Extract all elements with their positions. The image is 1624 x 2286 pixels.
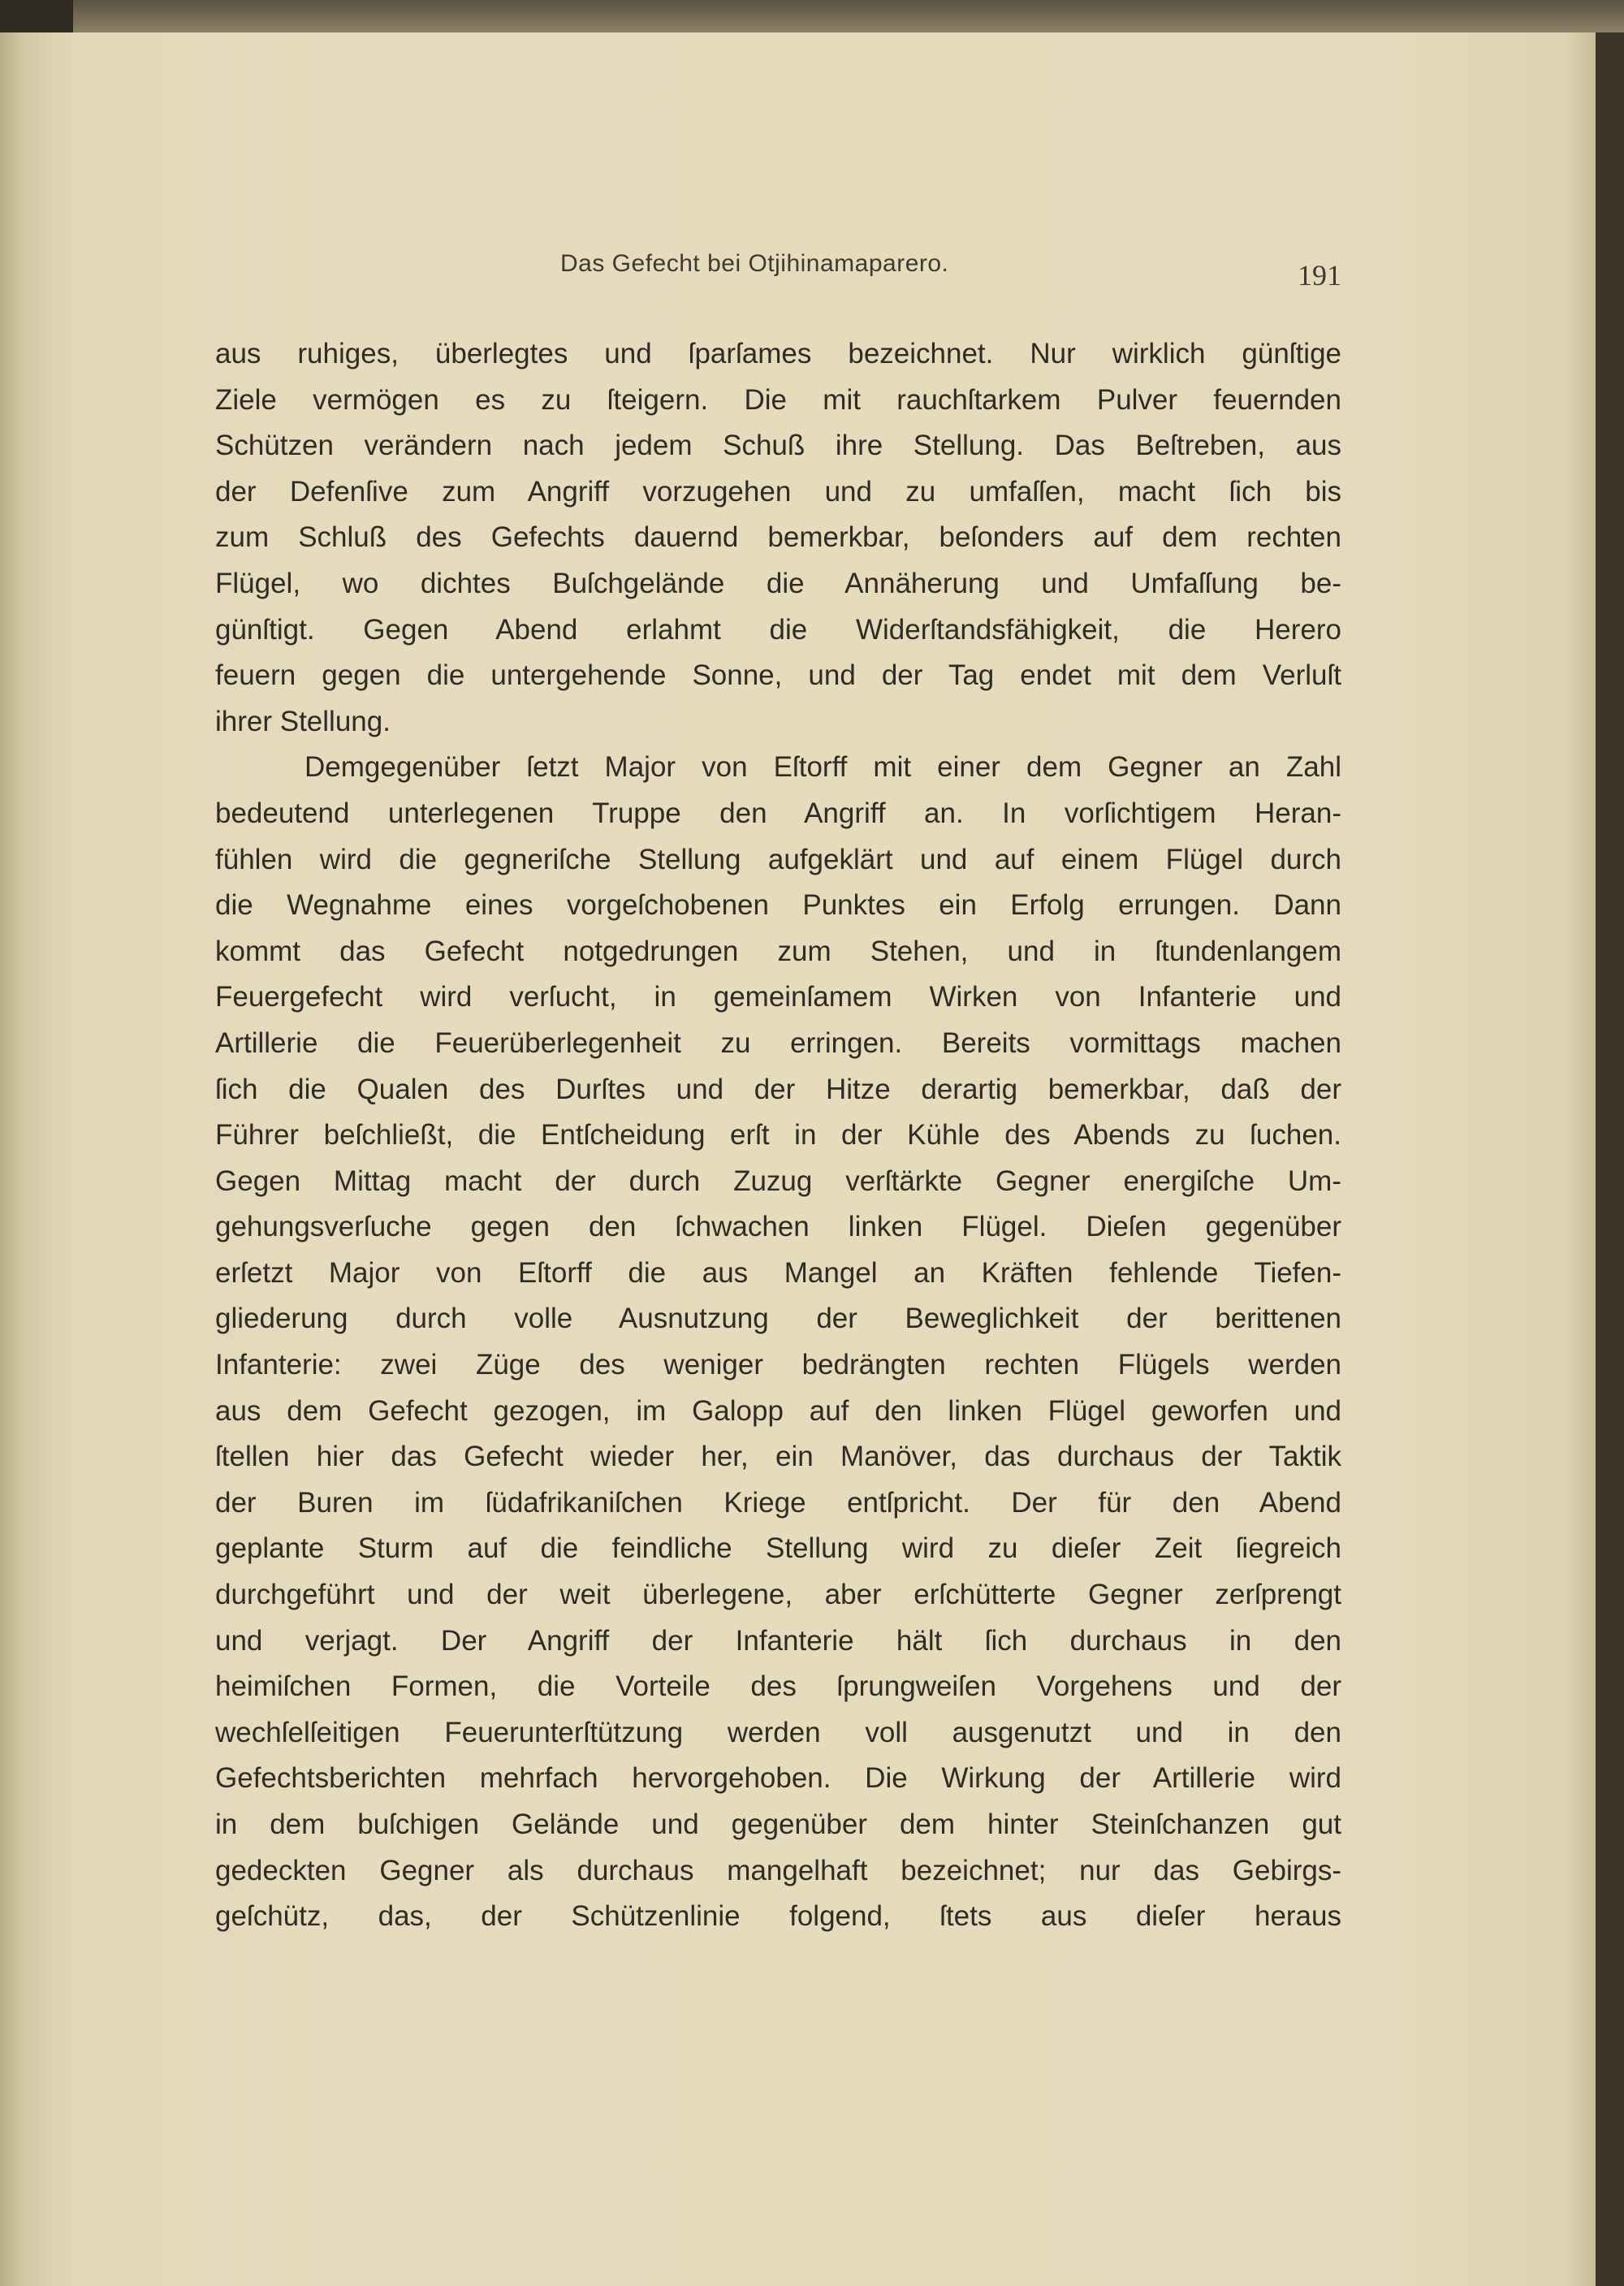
text-line: Schützen verändern nach jedem Schuß ihre Stellung. Das Beſtreben, aus xyxy=(215,430,1341,462)
book-spine xyxy=(0,0,73,32)
text-line: durchgeführt und der weit überlegene, aber erſchütterte Gegner zerſprengt xyxy=(215,1579,1341,1611)
text-line: erſetzt Major von Eſtorff die aus Mangel an Kräften fehlende Tiefen- xyxy=(215,1256,1341,1289)
text-line: Führer beſchließt, die Entſcheidung erſt in der Kühle des Abends zu ſuchen. xyxy=(215,1119,1341,1152)
text-line: der Buren im ſüdafrikaniſchen Kriege entſpricht. Der für den Abend xyxy=(215,1486,1341,1519)
text-line: bedeutend unterlegenen Truppe den Angriff an. In vorſichtigem Heran- xyxy=(215,797,1341,829)
text-line: und verjagt. Der Angriff der Infanterie hält ſich durchaus in den xyxy=(215,1624,1341,1657)
text-line: Ziele vermögen es zu ſteigern. Die mit rauchſtarkem Pulver feuernden xyxy=(215,383,1341,416)
text-line: aus ruhiges, überlegtes und ſparſames bezeichnet. Nur wirklich günſtige xyxy=(215,338,1341,369)
text-line: Artillerie die Feuerüberlegenheit zu erringen. Bereits vormittags machen xyxy=(215,1026,1341,1059)
text-line: aus dem Gefecht gezogen, im Galopp auf den linken Flügel geworfen und xyxy=(215,1394,1341,1427)
text-line: in dem buſchigen Gelände und gegenüber dem hinter Steinſchanzen gut xyxy=(215,1808,1341,1840)
text-line: gedeckten Gegner als durchaus mangelhaft bezeichnet; nur das Gebirgs- xyxy=(215,1854,1341,1886)
text-line: ſich die Qualen des Durſtes und der Hitze derartig bemerkbar, daß der xyxy=(215,1073,1341,1105)
text-line: geplante Sturm auf die feindliche Stellung wird zu dieſer Zeit ſiegreich xyxy=(215,1532,1341,1565)
text-line: Gegen Mittag macht der durch Zuzug verſtärkte Gegner energiſche Um- xyxy=(215,1165,1341,1197)
text-line: kommt das Gefecht notgedrungen zum Stehen, und in ſtundenlangem xyxy=(215,935,1341,967)
text-line: fühlen wird die gegneriſche Stellung aufgeklärt und auf einem Flügel durch xyxy=(215,843,1341,875)
text-line: geſchütz, das, der Schützenlinie folgend, ſtets aus dieſer heraus xyxy=(215,1900,1341,1933)
text-line: ſtellen hier das Gefecht wieder her, ein Manöver, das durchaus der Taktik xyxy=(215,1441,1341,1473)
text-line: der Defenſive zum Angriff vorzugehen und zu umfaſſen, macht ſich bis xyxy=(215,475,1341,508)
running-header: Das Gefecht bei Otjihinamaparero. xyxy=(560,250,949,277)
text-line: Demgegenüber ſetzt Major von Eſtorff mit einer dem Gegner an Zahl xyxy=(304,751,1341,784)
paragraph-2 xyxy=(215,745,1341,1939)
text-line: wechſelſeitigen Feuerunterſtützung werden voll ausgenutzt und in den xyxy=(215,1716,1341,1748)
text-line: gliederung durch volle Ausnutzung der Beweglichkeit der berittenen xyxy=(215,1303,1341,1335)
text-line: Flügel, wo dichtes Buſchgelände die Annäherung und Umfaſſung be- xyxy=(215,567,1341,599)
book-page xyxy=(0,32,1596,2286)
paragraph-1 xyxy=(215,331,1341,745)
text-line: heimiſchen Formen, die Vorteile des ſprungweiſen Vorgehens und der xyxy=(215,1670,1341,1703)
text-line: ihrer Stellung. xyxy=(215,705,391,737)
page-number: 191 xyxy=(1298,259,1341,292)
book-edge-top xyxy=(0,0,1624,32)
text-line: die Wegnahme eines vorgeſchobenen Punktes ein Erfolg errungen. Dann xyxy=(215,889,1341,922)
text-line: zum Schluß des Gefechts dauernd bemerkbar, beſonders auf dem rechten xyxy=(215,521,1341,554)
text-line: günſtigt. Gegen Abend erlahmt die Widerſtandsfähigkeit, die Herero xyxy=(215,613,1341,646)
text-line: Gefechtsberichten mehrfach hervorgehoben. Die Wirkung der Artillerie wird xyxy=(215,1762,1341,1795)
text-line: gehungsverſuche gegen den ſchwachen linken Flügel. Dieſen gegenüber xyxy=(215,1211,1341,1243)
body-text xyxy=(215,331,1341,1940)
text-line: Feuergefecht wird verſucht, in gemeinſamem Wirken von Infanterie und xyxy=(215,981,1341,1013)
text-line: feuern gegen die untergehende Sonne, und der Tag endet mit dem Verluſt xyxy=(215,659,1341,692)
text-line: Infanterie: zwei Züge des weniger bedrängten rechten Flügels werden xyxy=(215,1349,1341,1381)
